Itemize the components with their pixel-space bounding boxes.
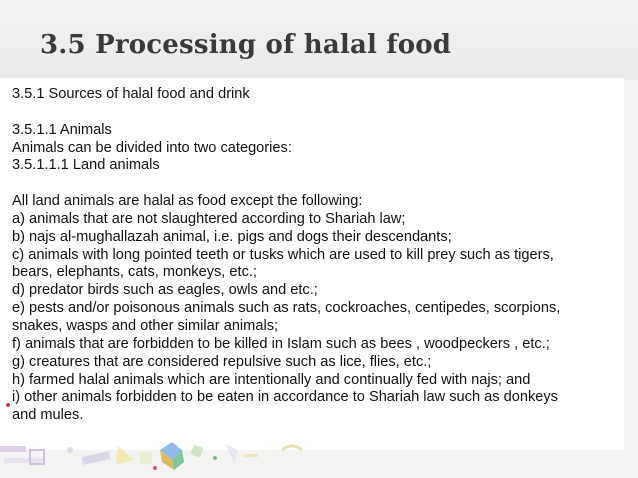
- decorative-dot: [6, 403, 10, 407]
- text-line: bears, elephants, cats, monkeys, etc.;: [12, 264, 257, 281]
- text-line: b) najs al-mughallazah animal, i.e. pigs and dogs their descendants;: [12, 228, 452, 245]
- text-line: a) animals that are not slaughtered according to Shariah law;: [12, 210, 406, 227]
- text-line: and mules.: [12, 407, 84, 424]
- text-line: h) farmed halal animals which are intentionally and continually fed with najs; and: [12, 371, 531, 388]
- text-line: f) animals that are forbidden to be killed in Islam such as bees , woodpeckers , etc.;: [12, 335, 550, 352]
- text-line: e) pests and/or poisonous animals such as rats, cockroaches, centipedes, scorpions,: [12, 300, 561, 317]
- footer-shapes-icon: [0, 442, 302, 470]
- blank-line: [12, 175, 616, 193]
- decorative-footer: [0, 440, 638, 478]
- content-area: [0, 78, 624, 450]
- text-line: Animals can be divided into two categories:: [12, 139, 292, 156]
- text-line: 3.5.1.1.1 Land animals: [12, 157, 160, 174]
- text-line: 3.5.1 Sources of halal food and drink: [12, 86, 250, 102]
- text-line: i) other animals forbidden to be eaten in accordance to Shariah law such as donkeys: [12, 389, 558, 406]
- blank-line: [12, 104, 616, 122]
- text-line: snakes, wasps and other similar animals;: [12, 317, 279, 334]
- body-text: [12, 86, 616, 425]
- text-line: g) creatures that are considered repulsive such as lice, flies, etc.;: [12, 353, 432, 370]
- text-line: d) predator birds such as eagles, owls and etc.;: [12, 282, 318, 299]
- text-line: c) animals with long pointed teeth or tusks which are used to kill prey such as tigers,: [12, 246, 554, 263]
- slide-title: 3.5 Processing of halal food: [40, 30, 452, 60]
- text-line: 3.5.1.1 Animals: [12, 121, 112, 138]
- text-line: All land animals are halal as food except the following:: [12, 193, 363, 210]
